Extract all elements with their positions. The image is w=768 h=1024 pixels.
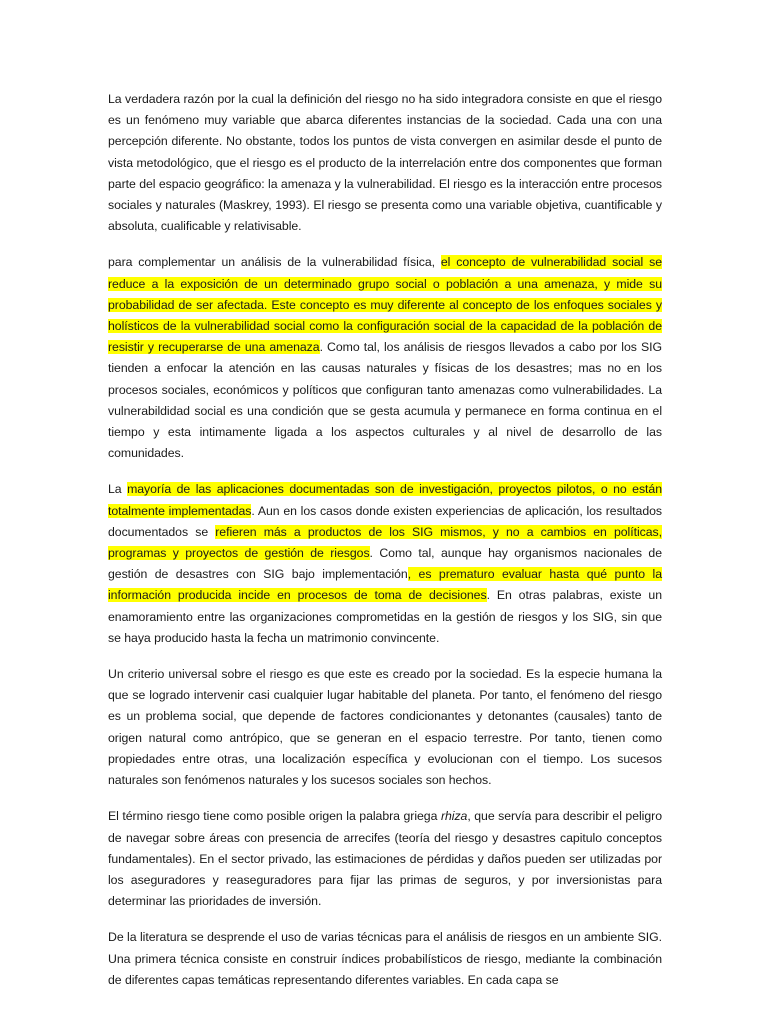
paragraph-6: De la literatura se desprende el uso de varias técnicas para el análisis de riesgos en un ambiente SIG. Una primera técnica consiste en construir índices probabilísticos de riesgo, mediante la combinación de diferentes capas temáticas representando diferentes variables. En cada capa se [108, 930, 662, 987]
paragraph-3 [108, 479, 662, 649]
paragraph-3-highlight-1: mayoría de las aplicaciones documentadas son de investigación, proyectos pilotos, o no están totalmente implementadas [108, 482, 662, 518]
paragraph-3-highlight-2: refieren más a productos de los SIG mismos, y no a cambios en políticas, programas y proyectos de gestión de riesgos [108, 524, 662, 561]
paragraph-5-text-1: El término riesgo tiene como posible origen la palabra griega [108, 809, 441, 824]
paragraph-2-highlight-1: el concepto de vulnerabilidad social se reduce a la exposición de un determinado grupo social o población a una amenaza, y mide su probabilidad de ser afectada. Este concepto es muy diferente al concepto de los enfoques sociales y holísticos de la vulnerabilidad social como la configuración social de la capacidad de la población de resistir y recuperarse de una amenaza [108, 255, 662, 355]
paragraph-3-highlight-3: , es prematuro evaluar hasta qué punto la información producida incide en procesos de toma de decisiones [108, 567, 662, 603]
paragraph-3-text-2: . Aun en los casos donde existen experiencias de aplicación, los resultados documentados se [108, 503, 662, 539]
paragraph-5 [108, 806, 662, 912]
paragraph-2-text-1: para complementar un análisis de la vulnerabilidad física, [108, 255, 441, 270]
paragraph-2-text-2: . Como tal, los análisis de riesgos llevados a cabo por los SIG tienden a enfocar la atención en las causas naturales y físicas de los desastres; mas no en los procesos sociales, económicos y políticos que configuran tanto amenazas como vulnerabilidades. La vulnerabildidad social es una condición que se gesta acumula y permanece en forma continua en el tiempo y esta intimamente ligada a los aspectos culturales y al nivel de desarrollo de las comunidades. [108, 340, 662, 461]
paragraph-4: Un criterio universal sobre el riesgo es que este es creado por la sociedad. Es la especie humana la que se logrado intervenir casi cualquier lugar habitable del planeta. Por tanto, el fenómeno del riesgo es un problema social, que depende de factores condicionantes y detonantes (causales) tanto de origen natural como antrópico, que se generan en el espacio terrestre. Por tanto, tienen como propiedades entre otras, una localización específica y evolucionan con el tiempo. Los sucesos naturales son fenómenos naturales y los sucesos sociales son hechos. [108, 667, 662, 788]
paragraph-3-text-4: . En otras palabras, existe un enamoramiento entre las organizaciones comprometidas en la gestión de riesgos y los SIG, sin que se haya producido hasta la fecha un matrimonio convincente. [108, 588, 663, 645]
paragraph-1: La verdadera razón por la cual la definición del riesgo no ha sido integradora consiste en que el riesgo es un fenómeno muy variable que abarca diferentes instancias de la sociedad. Cada una con una percepción diferente. No obstante, todos los puntos de vista convergen en asimilar desde el punto de vista metodológico, que el riesgo es el producto de la interrelación entre dos componentes que forman parte del espacio geográfico: la amenaza y la vulnerabilidad. El riesgo es la interacción entre procesos sociales y naturales (Maskrey, 1993). El riesgo se presenta como una variable objetiva, cuantificable y absoluta, cualificable y relativisable. [108, 92, 662, 234]
paragraph-2 [108, 252, 662, 464]
paragraph-3-text-3: . Como tal, aunque hay organismos nacionales de gestión de desastres con SIG bajo implementación [108, 546, 662, 582]
paragraph-5-text-2: , que servía para describir el peligro de navegar sobre áreas con presencia de arrecifes (teoría del riesgo y desastres capitulo conceptos fundamentales). En el sector privado, las estimaciones de pérdidas y daños pueden ser utilizadas por los aseguradores y reaseguradores para fijar las primas de seguros, y por inversionistas para determinar las prioridades de inversión. [108, 809, 662, 909]
document-body [108, 89, 662, 1006]
paragraph-5-italic-term: rhiza [440, 809, 468, 824]
paragraph-3-text-1: La [108, 482, 128, 497]
